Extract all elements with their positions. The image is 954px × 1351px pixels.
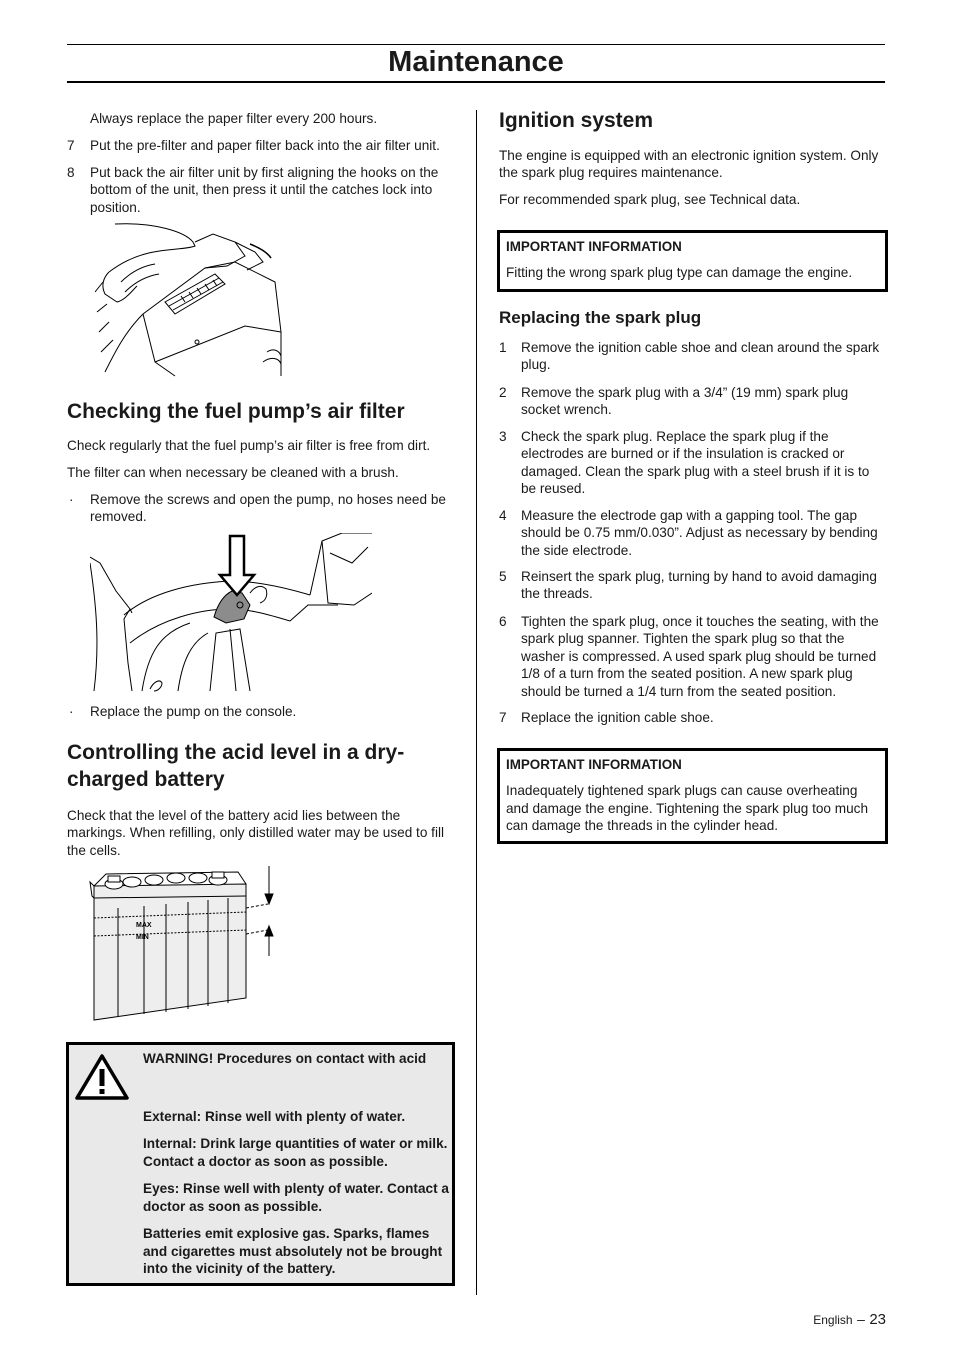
warning-line: Internal: Drink large quantities of water or milk. Contact a doctor as soon as possible. bbox=[143, 1136, 448, 1169]
step-number: 6 bbox=[499, 614, 507, 629]
bullet-dot: · bbox=[69, 492, 74, 507]
battery-heading: Controlling the acid level in a dry-charged battery bbox=[67, 741, 405, 791]
warning-line: External: Rinse well with plenty of water. bbox=[143, 1109, 406, 1124]
step-text: Remove the ignition cable shoe and clean around the spark plug. bbox=[521, 340, 880, 373]
important-info-label: IMPORTANT INFORMATION bbox=[506, 239, 682, 254]
important-info-label: IMPORTANT INFORMATION bbox=[506, 757, 682, 772]
footer-language: English bbox=[813, 1313, 853, 1327]
step-number: 7 bbox=[67, 138, 75, 153]
header-bottom-rule bbox=[67, 81, 885, 83]
step-text: Reinsert the spark plug, turning by hand to avoid damaging the threads. bbox=[521, 569, 877, 602]
fuel-paragraph: The filter can when necessary be cleaned with a brush. bbox=[67, 465, 399, 480]
page-number: 23 bbox=[869, 1311, 886, 1328]
fuel-filter-heading: Checking the fuel pump’s air filter bbox=[67, 400, 405, 423]
bullet-text: Replace the pump on the console. bbox=[90, 704, 297, 719]
warning-triangle-icon bbox=[74, 1053, 130, 1101]
footer-dash: – bbox=[857, 1311, 865, 1327]
step-number: 8 bbox=[67, 165, 75, 180]
step-number: 4 bbox=[499, 508, 507, 523]
air-filter-illustration bbox=[95, 222, 285, 378]
page-footer bbox=[813, 1311, 886, 1329]
warning-line: Eyes: Rinse well with plenty of water. Contact a doctor as soon as possible. bbox=[143, 1181, 449, 1214]
fuel-pump-illustration bbox=[90, 533, 372, 693]
important-info-text: Inadequately tightened spark plugs can cause overheating and damage the engine. Tightening the spark plug too much can damage the threads in the cylinder head. bbox=[506, 783, 868, 834]
step-text: Replace the ignition cable shoe. bbox=[521, 710, 714, 725]
intro-line: Always replace the paper filter every 200 hours. bbox=[90, 111, 378, 126]
battery-illustration bbox=[88, 866, 274, 1024]
ignition-paragraph: For recommended spark plug, see Technical data. bbox=[499, 192, 801, 207]
step-text: Measure the electrode gap with a gapping tool. The gap should be 0.75 mm/0.030”. Adjust as necessary by bending the side electrode. bbox=[521, 508, 878, 558]
step-number: 7 bbox=[499, 710, 507, 725]
page-title: Maintenance bbox=[388, 46, 564, 78]
battery-max-label: MAX bbox=[136, 922, 152, 929]
step-text: Put the pre-filter and paper filter back into the air filter unit. bbox=[90, 138, 440, 153]
fuel-paragraph: Check regularly that the fuel pump’s air filter is free from dirt. bbox=[67, 438, 431, 453]
battery-min-label: MIN bbox=[136, 934, 149, 941]
step-number: 3 bbox=[499, 429, 507, 444]
important-info-box bbox=[497, 748, 888, 844]
important-info-text: Fitting the wrong spark plug type can damage the engine. bbox=[506, 265, 853, 281]
warning-line: Batteries emit explosive gas. Sparks, flames and cigarettes must absolutely not be brought into the vicinity of the battery. bbox=[143, 1226, 443, 1277]
bullet-text: Remove the screws and open the pump, no hoses need be removed. bbox=[90, 492, 446, 525]
bullet-dot: · bbox=[69, 704, 74, 719]
important-info-box bbox=[497, 230, 888, 292]
step-text: Tighten the spark plug, once it touches the seating, with the spark plug spanner. Tighten the spark plug so that the washer is compressed. A used spark plug should be turned 1/8 of a turn from the seated position. A new spark plug should be turned a 1/4 turn from the seated position. bbox=[521, 614, 879, 699]
acid-warning-box bbox=[66, 1042, 455, 1286]
ignition-heading: Ignition system bbox=[499, 109, 654, 132]
step-text: Put back the air filter unit by first aligning the hooks on the bottom of the unit, then press it until the catches lock into position. bbox=[90, 165, 439, 215]
step-number: 5 bbox=[499, 569, 507, 584]
battery-paragraph: Check that the level of the battery acid lies between the markings. When refilling, only distilled water may be used to fill the cells. bbox=[67, 808, 445, 858]
column-divider bbox=[476, 110, 477, 1295]
spark-plug-heading: Replacing the spark plug bbox=[499, 308, 702, 327]
step-text: Check the spark plug. Replace the spark plug if the electrodes are burned or if the insulation is cracked or damaged. Clean the spark plug with a steel brush if it is to be reused. bbox=[521, 429, 870, 497]
warning-title: WARNING! Procedures on contact with acid bbox=[143, 1051, 427, 1066]
step-text: Remove the spark plug with a 3/4” (19 mm) spark plug socket wrench. bbox=[521, 385, 849, 418]
step-number: 2 bbox=[499, 385, 507, 400]
step-number: 1 bbox=[499, 340, 507, 355]
ignition-paragraph: The engine is equipped with an electronic ignition system. Only the spark plug requires maintenance. bbox=[499, 148, 879, 181]
